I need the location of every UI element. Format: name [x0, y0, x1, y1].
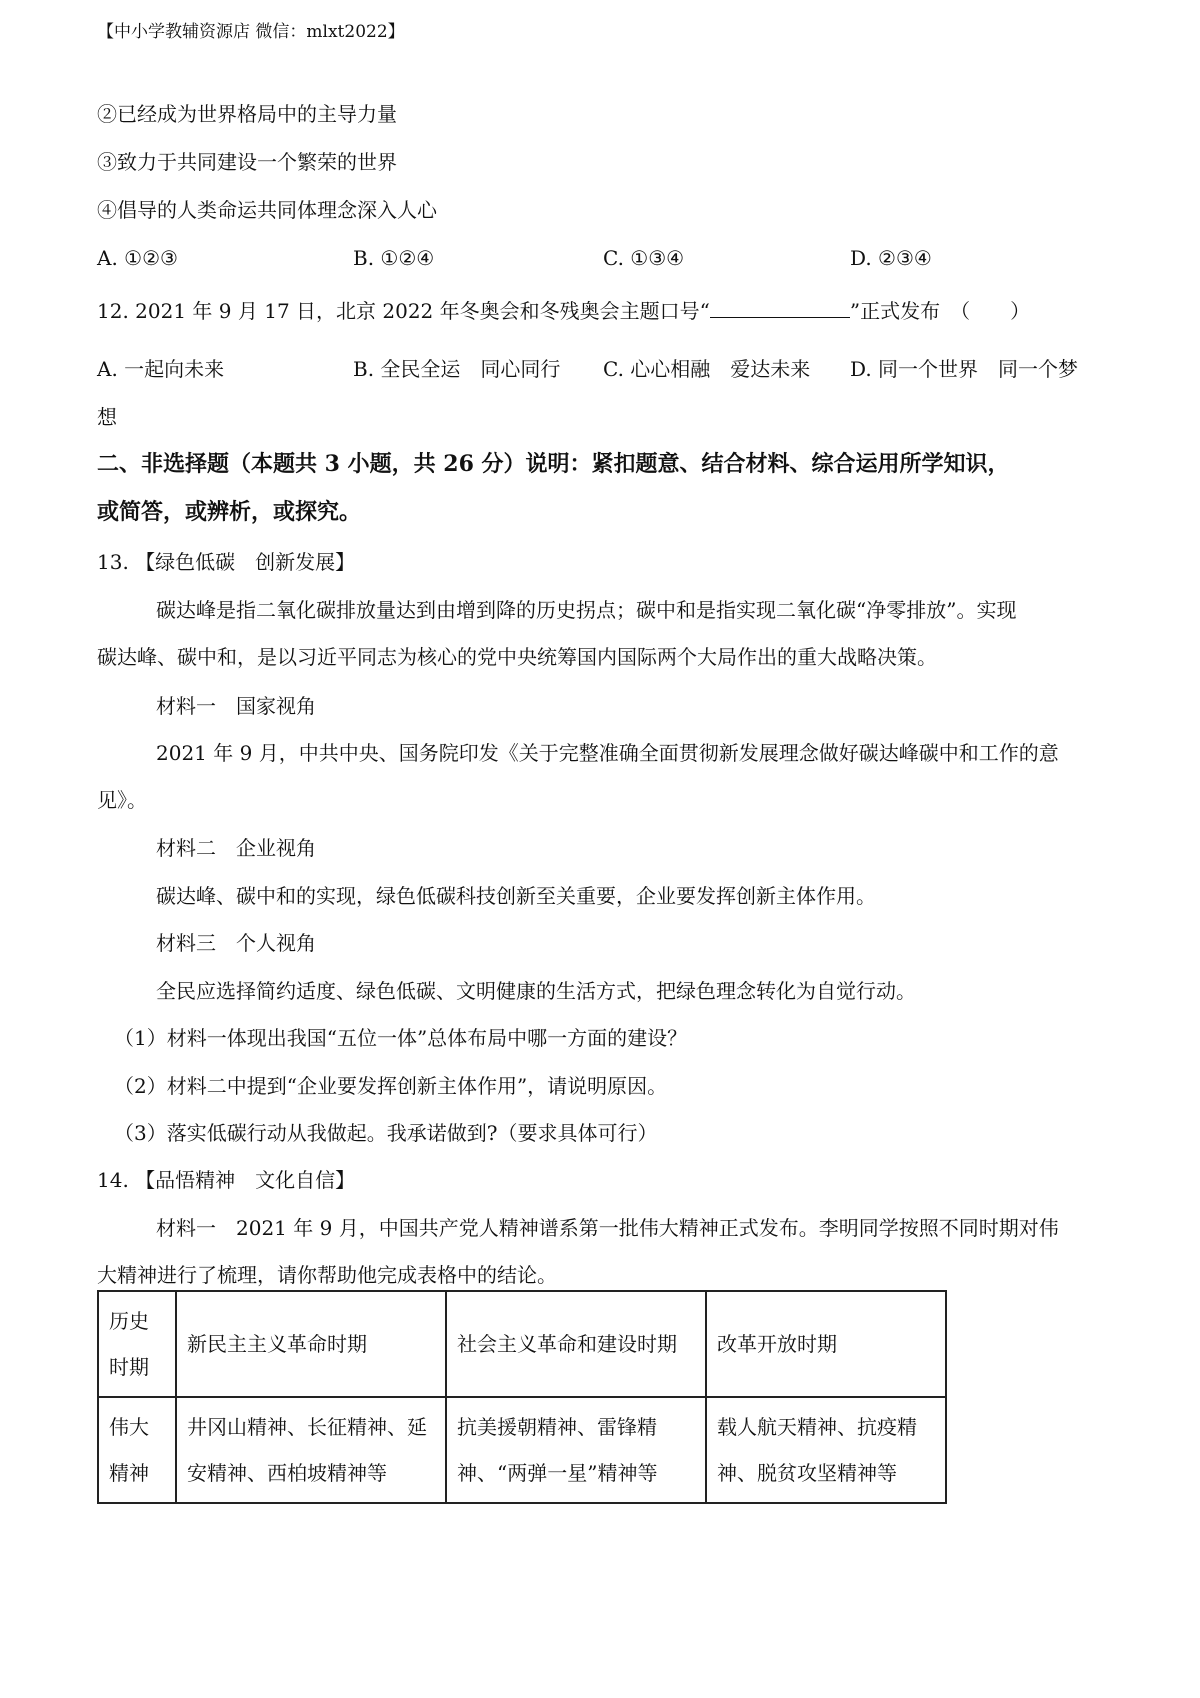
- table-cell-text: 社会主义革命和建设时期: [457, 1332, 677, 1356]
- q12-option-b: B. 全民全运 同心同行: [353, 357, 561, 381]
- q14-material-1-text: 材料一 2021 年 9 月，中国共产党人精神谱系第一批伟大精神正式发布。李明同学按照不同时期对伟: [156, 1216, 1059, 1240]
- q12-answer-blank: [710, 299, 850, 318]
- q12-option-d: D. 同一个世界 同一个梦: [850, 357, 1079, 381]
- table-cell-text: 载人航天精神、抗疫精神、脱贫攻坚精神等: [717, 1415, 917, 1485]
- q13-material-2-title: 材料二 企业视角: [156, 836, 316, 860]
- table-row: [98, 1397, 946, 1503]
- q13-material-2-text: 碳达峰、碳中和的实现，绿色低碳科技创新至关重要，企业要发挥创新主体作用。: [156, 884, 876, 908]
- q12-stem-before: 12. 2021 年 9 月 17 日，北京 2022 年冬奥会和冬残奥会主题口号“: [97, 299, 710, 323]
- q13-intro-cont: 碳达峰、碳中和，是以习近平同志为核心的党中央统筹国内国际两个大局作出的重大战略决策。: [97, 645, 937, 669]
- q12-option-d-wrap: 想: [97, 405, 117, 429]
- spirit-table: [97, 1290, 947, 1504]
- q13-material-1-text: 2021 年 9 月，中共中央、国务院印发《关于完整准确全面贯彻新发展理念做好碳达峰碳中和工作的意: [156, 741, 1059, 765]
- table-cell: [706, 1291, 946, 1397]
- q11-option-c: C. ①③④: [603, 246, 685, 270]
- table-cell: [98, 1291, 176, 1397]
- table-cell: [446, 1291, 706, 1397]
- q11-option-d: D. ②③④: [850, 246, 932, 270]
- q13-title: 13. 【绿色低碳 创新发展】: [97, 550, 356, 574]
- q11-item-4: ④倡导的人类命运共同体理念深入人心: [97, 198, 437, 222]
- table-cell-text: 历史 时期: [109, 1309, 149, 1379]
- q14-material-1-text-cont: 大精神进行了梳理，请你帮助他完成表格中的结论。: [97, 1263, 557, 1287]
- table-cell-text: 改革开放时期: [717, 1332, 837, 1356]
- table-cell-text: 伟大 精神: [109, 1415, 149, 1485]
- section-2-heading: 二、非选择题（本题共 3 小题，共 26 分）说明：紧扣题意、结合材料、综合运用所学知识，: [97, 451, 1010, 477]
- table-cell: [98, 1397, 176, 1503]
- q13-material-3-title: 材料三 个人视角: [156, 931, 316, 955]
- table-cell-text: 井冈山精神、长征精神、延安精神、西柏坡精神等: [187, 1415, 427, 1485]
- table-cell: [176, 1397, 446, 1503]
- q13-subquestion-1: （1）材料一体现出我国“五位一体”总体布局中哪一方面的建设？: [114, 1026, 688, 1050]
- q11-option-b: B. ①②④: [353, 246, 435, 270]
- table-cell-text: 新民主主义革命时期: [187, 1332, 367, 1356]
- q13-material-3-text: 全民应选择简约适度、绿色低碳、文明健康的生活方式，把绿色理念转化为自觉行动。: [156, 979, 916, 1003]
- q12-option-a: A. 一起向未来: [97, 357, 225, 381]
- q13-material-1-title: 材料一 国家视角: [156, 694, 316, 718]
- q13-intro: 碳达峰是指二氧化碳排放量达到由增到降的历史拐点；碳中和是指实现二氧化碳“净零排放”。实现: [156, 598, 1017, 622]
- q12-stem: [97, 297, 1030, 325]
- table-cell-text: 抗美援朝精神、雷锋精神、“两弹一星”精神等: [457, 1415, 658, 1485]
- q14-title: 14. 【品悟精神 文化自信】: [97, 1168, 356, 1192]
- q13-subquestion-2: （2）材料二中提到“企业要发挥创新主体作用”，请说明原因。: [114, 1074, 668, 1098]
- table-cell: [446, 1397, 706, 1503]
- q11-item-3: ③致力于共同建设一个繁荣的世界: [97, 150, 397, 174]
- table-cell: [176, 1291, 446, 1397]
- q11-option-a: A. ①②③: [97, 246, 178, 270]
- page-header: 【中小学教辅资源店 微信：mlxt2022】: [97, 22, 405, 42]
- q11-item-2: ②已经成为世界格局中的主导力量: [97, 102, 397, 126]
- table-row: [98, 1291, 946, 1397]
- q12-option-c: C. 心心相融 爱达未来: [603, 357, 811, 381]
- q13-material-1-text-cont: 见》。: [97, 788, 147, 812]
- table-cell: [706, 1397, 946, 1503]
- q12-stem-after: ”正式发布 （ ）: [849, 299, 1031, 323]
- q13-subquestion-3: （3）落实低碳行动从我做起。我承诺做到?（要求具体可行）: [114, 1121, 658, 1145]
- section-2-heading-cont: 或简答，或辨析，或探究。: [97, 499, 362, 525]
